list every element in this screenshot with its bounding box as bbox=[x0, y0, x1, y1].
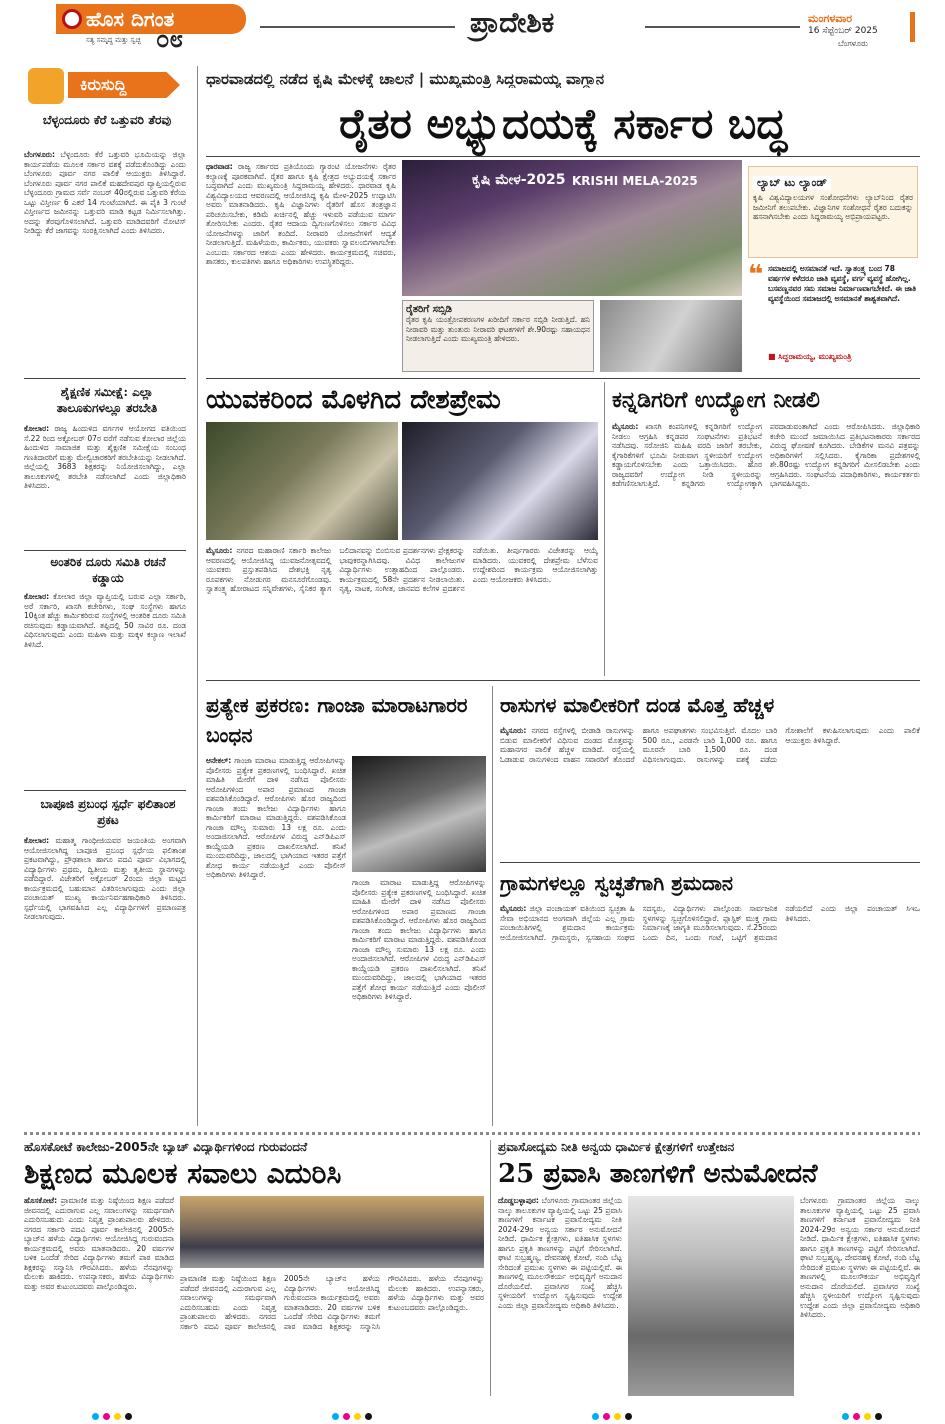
brief-head-1: ಬೆಳ್ಳಂದೂರು ಕೆರೆ ಒತ್ತುವರಿ ತೆರವು bbox=[42, 113, 172, 127]
tourism-kicker: ಪ್ರವಾಸೋದ್ಯಮ ನೀತಿ ಅನ್ವಯ ಧಾರ್ಮಿಕ ಕ್ಷೇತ್ರಗಳಿಗೆ ಉತ್ತೇಜನ bbox=[498, 1140, 735, 1154]
tourism-body: ದೊಡ್ಡಬಳ್ಳಾಪುರ: ಬೆಂಗಳೂರು ಗ್ರಾಮಾಂತರ ಜಿಲ್ಲೆಯ ನಾಲ್ಕು ತಾಲೂಕುಗಳ ವ್ಯಾಪ್ತಿಯಲ್ಲಿ ಒಟ್ಟು 25 ಪ್ರವಾಸಿ ತಾಣಗಳಿಗೆ ಕರ್ನಾಟಕ ಪ್ರವಾಸೋದ್ಯಮ ನೀತಿ 2024-29ರ ಅನ್ವಯ ಸರ್ಕಾರ ಅನುಮೋದನೆ ನೀಡಿದೆ. ಧಾರ್ಮಿಕ ಕ್ಷೇತ್ರಗಳು, ಐತಿಹಾಸಿಕ ಸ್ಥಳಗಳು ಹಾಗೂ ಪ್ರಕೃತಿ ತಾಣಗಳನ್ನು ಪಟ್ಟಿಗೆ ಸೇರಿಸಲಾಗಿದೆ. ಘಾಟಿ ಸುಬ್ರಹ್ಮಣ್ಯ, ದೇವನಹಳ್ಳಿ ಕೋಟೆ, ನಂದಿ ಬೆಟ್ಟ ಸೇರಿದಂತೆ ಪ್ರಮುಖ ಸ್ಥಳಗಳು ಈ ಪಟ್ಟಿಯಲ್ಲಿವೆ. ಈ ತಾಣಗಳಲ್ಲಿ ಮೂಲಸೌಕರ್ಯ ಅಭಿವೃದ್ಧಿಗೆ ಅನುದಾನ ದೊರೆಯಲಿದೆ. ಪ್ರವಾಸಿಗರ ಸಂಖ್ಯೆ ಹೆಚ್ಚಿಸಿ ಸ್ಥಳೀಯರಿಗೆ ಉದ್ಯೋಗ ಸೃಷ್ಟಿಸುವುದು ಉದ್ದೇಶ ಎಂದು ಜಿಲ್ಲಾ ಪ್ರವಾಸೋದ್ಯಮ ಅಧಿಕಾರಿ ತಿಳಿಸಿದರು. bbox=[498, 1196, 622, 1310]
lead-photo-2 bbox=[600, 300, 742, 372]
logo-text: ಹೊಸ ದಿಗಂತ bbox=[86, 7, 175, 31]
college-body: ಹೊಸಕೋಟೆ: ಪ್ರಾಮಾಣಿಕ ಮತ್ತು ನಿಷ್ಠೆಯಿಂದ ಶಿಕ್ಷಣ ಪಡೆದರೆ ಜೀವನದಲ್ಲಿ ಎದುರಾಗುವ ಎಲ್ಲ ಸವಾಲುಗಳನ್ನು ಸಮರ್ಥವಾಗಿ ಎದುರಿಸಬಹುದು ಎಂದು ನಿವೃತ್ತ ಪ್ರಾಂಶುಪಾಲರು ಹೇಳಿದರು. ನಗರದ ಸರ್ಕಾರಿ ಪದವಿ ಪೂರ್ವ ಕಾಲೇಜಿನಲ್ಲಿ 2005ನೇ ಬ್ಯಾಚ್‌ನ ಹಳೆಯ ವಿದ್ಯಾರ್ಥಿಗಳು ಆಯೋಜಿಸಿದ್ದ ಗುರುವಂದನಾ ಕಾರ್ಯಕ್ರಮದಲ್ಲಿ ಅವರು ಮಾತನಾಡಿದರು. 20 ವರ್ಷಗಳ ಬಳಿಕ ಒಂದೆಡೆ ಸೇರಿದ ವಿದ್ಯಾರ್ಥಿಗಳು ತಮಗೆ ಪಾಠ ಮಾಡಿದ ಶಿಕ್ಷಕರನ್ನು ಸನ್ಮಾನಿಸಿ ಗೌರವಿಸಿದರು. ಹಳೆಯ ನೆನಪುಗಳನ್ನು ಮೆಲುಕು ಹಾಕಿದರು. ಉಪನ್ಯಾಸಕರು, ಹಳೆಯ ವಿದ್ಯಾರ್ಥಿಗಳು ಮತ್ತು ಅವರ ಕುಟುಂಬದವರು ಪಾಲ್ಗೊಂಡಿದ್ದರು. bbox=[24, 1196, 174, 1291]
lead-sidebar-title: ರೈತರಿಗೆ ಸಬ್ಸಿಡಿ bbox=[406, 304, 452, 315]
lead-photo bbox=[402, 160, 742, 296]
bottom-band-rule bbox=[24, 1132, 920, 1135]
logo-icon bbox=[62, 9, 82, 29]
brief-title: ಕಿರುಸುದ್ದಿ bbox=[80, 75, 127, 94]
lab-box bbox=[748, 166, 918, 258]
quote-author: ■ ಸಿದ್ದರಾಮಯ್ಯ, ಮುಖ್ಯಮಂತ್ರಿ bbox=[768, 352, 852, 361]
photo-caption-english: KRISHI MELA-2025 bbox=[572, 174, 698, 188]
lead-headline: ರೈತರ ಅಭ್ಯುದಯಕ್ಕೆ ಸರ್ಕಾರ ಬದ್ಧ bbox=[339, 99, 787, 148]
logo-tagline: ಸತ್ಯ ಸಮೃದ್ಧ ಮತ್ತು ಸ್ವಚ್ಛ bbox=[86, 36, 141, 44]
college-photo bbox=[180, 1196, 484, 1268]
ganja-body-col: ಆನೇಕಲ್: ಗಾಂಜಾ ಮಾರಾಟ ಮಾಡುತ್ತಿದ್ದ ಆರೋಪಿಗಳನ್ನು ಪೊಲೀಸರು ಪ್ರತ್ಯೇಕ ಪ್ರಕರಣಗಳಲ್ಲಿ ಬಂಧಿಸಿದ್ದಾರೆ. ಖಚಿತ ಮಾಹಿತಿ ಮೇರೆಗೆ ದಾಳಿ ನಡೆಸಿದ ಪೊಲೀಸರು ಆರೋಪಿಗಳಿಂದ ಅಪಾರ ಪ್ರಮಾಣದ ಗಾಂಜಾ ವಶಪಡಿಸಿಕೊಂಡಿದ್ದಾರೆ. ಆರೋಪಿಗಳು ಹೊರ ರಾಜ್ಯದಿಂದ ಗಾಂಜಾ ತಂದು ಕಾಲೇಜು ವಿದ್ಯಾರ್ಥಿಗಳು ಹಾಗೂ ಕಾರ್ಮಿಕರಿಗೆ ಮಾರಾಟ ಮಾಡುತ್ತಿದ್ದರು. ವಶಪಡಿಸಿಕೊಂಡ ಗಾಂಜಾ ಮೌಲ್ಯ ಸುಮಾರು 13 ಲಕ್ಷ ರೂ. ಎಂದು ಅಂದಾಜಿಸಲಾಗಿದೆ. ಆರೋಪಿಗಳ ವಿರುದ್ಧ ಎನ್‌ಡಿಪಿಎಸ್ ಕಾಯ್ದೆಯಡಿ ಪ್ರಕರಣ ದಾಖಲಿಸಲಾಗಿದೆ. ತನಿಖೆ ಮುಂದುವರಿದಿದ್ದು, ಜಾಲದಲ್ಲಿ ಭಾಗಿಯಾದ ಇತರರ ಪತ್ತೆಗೆ ಶೋಧ ಕಾರ್ಯ ನಡೆಯುತ್ತಿದೆ ಎಂದು ಪೊಲೀಸ್ ಅಧಿಕಾರಿಗಳು ತಿಳಿಸಿದ್ದಾರೆ. bbox=[206, 756, 346, 879]
ganja-headline: ಪ್ರತ್ಯೇಕ ಪ್ರಕರಣ: ಗಾಂಜಾ ಮಾರಾಟಗಾರರ ಬಂಧನ bbox=[206, 693, 468, 747]
logo-block bbox=[56, 4, 246, 52]
youth-headline: ಯುವಕರಿಂದ ಮೊಳಗಿದ ದೇಶಪ್ರೇಮ bbox=[206, 385, 501, 415]
jobs-headline: ಕನ್ನಡಿಗರಿಗೆ ಉದ್ಯೋಗ ನೀಡಲಿ bbox=[612, 387, 820, 413]
quote-text: ಸಮಾಜದಲ್ಲಿ ಅಸಮಾನತೆ ಇದೆ. ಸ್ವಾತಂತ್ರ್ಯ ಬಂದ 78 ವರ್ಷಗಳ ಕಳೆದರೂ ಜಾತಿ ವ್ಯವಸ್ಥೆ, ವರ್ಗ ವ್ಯವಸ್ಥೆ ಹೋಗಿಲ್ಲ. ಬಸವಣ್ಣನವರ ಸಮ ಸಮಾಜ ನಿರ್ಮಾಣವಾಗಬೇಕಿದೆ. ಈ ಜಾತಿ ವ್ಯವಸ್ಥೆಯಿಂದ ಸಮಾಜದಲ್ಲಿ ಅಸಮಾನತೆ ಶಾಶ್ವತವಾಗಿದೆ. bbox=[768, 264, 917, 303]
brief-hand-icon bbox=[28, 68, 64, 104]
tourism-body-2: ಬೆಂಗಳೂರು ಗ್ರಾಮಾಂತರ ಜಿಲ್ಲೆಯ ನಾಲ್ಕು ತಾಲೂಕುಗಳ ವ್ಯಾಪ್ತಿಯಲ್ಲಿ ಒಟ್ಟು 25 ಪ್ರವಾಸಿ ತಾಣಗಳಿಗೆ ಕರ್ನಾಟಕ ಪ್ರವಾಸೋದ್ಯಮ ನೀತಿ 2024-29ರ ಅನ್ವಯ ಸರ್ಕಾರ ಅನುಮೋದನೆ ನೀಡಿದೆ. ಧಾರ್ಮಿಕ ಕ್ಷೇತ್ರಗಳು, ಐತಿಹಾಸಿಕ ಸ್ಥಳಗಳು ಹಾಗೂ ಪ್ರಕೃತಿ ತಾಣಗಳನ್ನು ಪಟ್ಟಿಗೆ ಸೇರಿಸಲಾಗಿದೆ. ಘಾಟಿ ಸುಬ್ರಹ್ಮಣ್ಯ, ದೇವನಹಳ್ಳಿ ಕೋಟೆ, ನಂದಿ ಬೆಟ್ಟ ಸೇರಿದಂತೆ ಪ್ರಮುಖ ಸ್ಥಳಗಳು ಈ ಪಟ್ಟಿಯಲ್ಲಿವೆ. ಈ ತಾಣಗಳಲ್ಲಿ ಮೂಲಸೌಕರ್ಯ ಅಭಿವೃದ್ಧಿಗೆ ಅನುದಾನ ದೊರೆಯಲಿದೆ. ಪ್ರವಾಸಿಗರ ಸಂಖ್ಯೆ ಹೆಚ್ಚಿಸಿ ಸ್ಥಳೀಯರಿಗೆ ಉದ್ಯೋಗ ಸೃಷ್ಟಿಸುವುದು ಉದ್ದೇಶ ಎಂದು ಜಿಲ್ಲಾ ಪ್ರವಾಸೋದ್ಯಮ ಅಧಿಕಾರಿ ತಿಳಿಸಿದರು. bbox=[800, 1196, 920, 1319]
brief-body-2: ಕೋಲಾರ: ರಾಜ್ಯ ಹಿಂದುಳಿದ ವರ್ಗಗಳ ಆಯೋಗದ ವತಿಯಿಂದ ಸೆ.22 ರಿಂದ ಅಕ್ಟೋಬರ್ 07ರ ವರೆಗೆ ನಡೆಸುವ ಕೋಲಾರ ಜಿಲ್ಲೆಯ ಹಿಂದುಳಿದ ಸಾಮಾಜಿಕ ಮತ್ತು ಶೈಕ್ಷಣಿಕ ಸಮೀಕ್ಷೆಯ ಸಂಬಂಧ ಗಣತಿದಾರರಿಗೆ ಮತ್ತು ಮೇಲ್ವಿಚಾರಕರಿಗೆ ತರಬೇತಿಯನ್ನು ನೀಡಲಾಗಿದೆ. ಜಿಲ್ಲೆಯಲ್ಲಿ 3683 ಶಿಕ್ಷಕರನ್ನು ನಿಯೋಜಿಸಲಾಗಿದ್ದು, ಎಲ್ಲಾ ತಾಲೂಕುಗಳಲ್ಲಿ ತರಬೇತಿ ನಡೆಸಲಾಗಿದೆ ಎಂದು ಜಿಲ್ಲಾಧಿಕಾರಿ ತಿಳಿಸಿದರು. bbox=[24, 424, 186, 490]
brief-body-1: ಬೆಂಗಳೂರು: ಬೆಳ್ಳಂದೂರು ಕೆರೆ ಒತ್ತುವರಿ ಭೂಮಿಯನ್ನು ಜಿಲ್ಲಾ ಕಾರ್ಯಪಡೆಯ ಮೂಲಕ ಸರ್ಕಾರ ವಶಕ್ಕೆ ಪಡೆದುಕೊಂಡಿದ್ದು ಎಂದು ಬೆಂಗಳೂರು ಪೂರ್ವ ನಗರ ಪಾಲಿಕೆ ಆಯುಕ್ತರು ತಿಳಿಸಿದ್ದಾರೆ. ಬೆಂಗಳೂರು ಪೂರ್ವ ನಗರ ಪಾಲಿಕೆ ಮಹದೇವಪುರ ವ್ಯಾಪ್ತಿಯಲ್ಲಿರುವ ಬೆಳ್ಳಂದೂರು ಗ್ರಾಮದ ಸರ್ವೆ ನಂಬರ್ 40ರಲ್ಲಿರುವ ಒತ್ತುವರಿ ಕೆರೆಯ ಒಟ್ಟು ವಿಸ್ತೀರ್ಣ 6 ಎಕರೆ 14 ಗುಂಟೆಯಾಗಿದೆ. ಈ ಪೈಕಿ 3 ಗುಂಟೆ ವಿಸ್ತೀರ್ಣದ ಜಮೀನನ್ನು ಒತ್ತುವರಿ ಮಾಡಿ ಕಟ್ಟಡ ನಿರ್ಮಿಸಲಾಗಿತ್ತು. ಅದನ್ನು ತೆರವುಗೊಳಿಸಲಾಗಿದೆ. ಒತ್ತುವರಿ ಮಾಡಿದವರಿಗೆ ನೋಟಿಸ್ ನೀಡಿದ್ದು ಕೆರೆ ಜಾಗವನ್ನು ಸಂರಕ್ಷಿಸಲಾಗಿದೆ ಎಂದು ತಿಳಿಸಿದರು. bbox=[24, 150, 186, 235]
youth-photo-1 bbox=[206, 422, 398, 540]
clean-headline: ಗ್ರಾಮಗಳಲ್ಲೂ ಸ್ವಚ್ಛತೆಗಾಗಿ ಶ್ರಮದಾನ bbox=[500, 871, 734, 895]
jobs-body: ಮೈಸೂರು: ಖಾಸಗಿ ಕಂಪನಿಗಳಲ್ಲಿ ಕನ್ನಡಿಗರಿಗೆ ಉದ್ಯೋಗ ನೀಡಲು ಆಗ್ರಹಿಸಿ ಕನ್ನಡಪರ ಸಂಘಟನೆಗಳು ಪ್ರತಿಭಟನೆ ನಡೆಸಿದವು. ಸರೋಜಿನಿ ಮಹಿಷಿ ವರದಿ ಜಾರಿಗೆ ತರಬೇಕು, ಕೈಗಾರಿಕೆಗಳಿಗೆ ಭೂಮಿ ನೀಡುವಾಗ ಸ್ಥಳೀಯರಿಗೆ ಉದ್ಯೋಗ ಕಡ್ಡಾಯಗೊಳಿಸಬೇಕು ಎಂದು ಒತ್ತಾಯಿಸಿದರು. ಹೊರ ರಾಜ್ಯದವರಿಗೆ ಉದ್ಯೋಗ ನೀಡಿ ಸ್ಥಳೀಯರನ್ನು ಕಡೆಗಣಿಸಲಾಗುತ್ತಿದೆ. ಕನ್ನಡಿಗರು ಉದ್ಯೋಗಕ್ಕಾಗಿ ಪರದಾಡುವಂತಾಗಿದೆ ಎಂದು ಆರೋಪಿಸಿದರು. ಜಿಲ್ಲಾಧಿಕಾರಿ ಕಚೇರಿ ಮುಂದೆ ಜಮಾಯಿಸಿದ ಪ್ರತಿಭಟನಾಕಾರರು ಸರ್ಕಾರದ ವಿರುದ್ಧ ಘೋಷಣೆ ಕೂಗಿದರು. ಬೇಡಿಕೆಗಳ ಮನವಿ ಪತ್ರವನ್ನು ಅಧಿಕಾರಿಗಳಿಗೆ ಸಲ್ಲಿಸಿದರು. ಕೈಗಾರಿಕಾ ಪ್ರದೇಶಗಳಲ್ಲಿ ಶೇ.80ರಷ್ಟು ಉದ್ಯೋಗ ಕನ್ನಡಿಗರಿಗೆ ಮೀಸಲಿಡಬೇಕು ಎಂದು ಆಗ್ರಹಿಸಿದರು. ಸಂಘಟನೆಯ ಪದಾಧಿಕಾರಿಗಳು, ಕಾರ್ಯಕರ್ತರು ಭಾಗವಹಿಸಿದ್ದರು. bbox=[612, 422, 920, 488]
lab-box-body: ಕೃಷಿ ವಿಶ್ವವಿದ್ಯಾಲಯಗಳ ಸಂಶೋಧನೆಗಳು ಲ್ಯಾಬ್‌ನಿಂದ ರೈತರ ಜಮೀನಿಗೆ ತಲುಪಬೇಕು. ವಿಜ್ಞಾನಿಗಳ ಸಂಶೋಧನೆ ರೈತರ ಬದುಕನ್ನು ಹಸನಾಗಿಸಬೇಕು ಎಂದು ಸಿದ್ದರಾಮಯ್ಯ ಅಭಿಪ್ರಾಯಪಟ್ಟರು. bbox=[753, 193, 913, 221]
print-registration-marks bbox=[0, 1405, 945, 1417]
lead-sidebar bbox=[402, 300, 594, 372]
tourism-headline: 25 ಪ್ರವಾಸಿ ತಾಣಗಳಿಗೆ ಅನುಮೋದನೆ bbox=[498, 1159, 818, 1189]
section-title: ಪ್ರಾದೇಶಿಕ bbox=[470, 6, 555, 39]
date: 16 ಸೆಪ್ಟೆಂಬರ್ 2025 bbox=[808, 26, 878, 36]
youth-photo-2 bbox=[402, 422, 598, 540]
column-divider bbox=[197, 66, 198, 1126]
masthead bbox=[0, 0, 945, 56]
brief-body-3: ಕೋಲಾರ: ಕೋಲಾರ ಜಿಲ್ಲಾ ವ್ಯಾಪ್ತಿಯಲ್ಲಿ ಬರುವ ಎಲ್ಲಾ ಸರ್ಕಾರಿ, ಅರೆ ಸರ್ಕಾರಿ, ಖಾಸಗಿ ಕಚೇರಿಗಳು, ಸಂಘ ಸಂಸ್ಥೆಗಳು ಹಾಗೂ 10ಕ್ಕಿಂತ ಹೆಚ್ಚು ಕಾರ್ಮಿಕರಿರುವ ಸಂಸ್ಥೆಗಳಲ್ಲಿ ಆಂತರಿಕ ದೂರು ಸಮಿತಿ ರಚಿಸುವುದು ಕಡ್ಡಾಯವಾಗಿದೆ. ತಪ್ಪಿದಲ್ಲಿ 50 ಸಾವಿರ ರೂ. ದಂಡ ವಿಧಿಸಲಾಗುವುದು ಎಂದು ಮಹಿಳಾ ಮತ್ತು ಮಕ್ಕಳ ಕಲ್ಯಾಣ ಇಲಾಖೆ ತಿಳಿಸಿದೆ. bbox=[24, 592, 186, 649]
weekday: ಮಂಗಳವಾರ bbox=[808, 12, 853, 25]
college-body-2: ಪ್ರಾಮಾಣಿಕ ಮತ್ತು ನಿಷ್ಠೆಯಿಂದ ಶಿಕ್ಷಣ ಪಡೆದರೆ ಜೀವನದಲ್ಲಿ ಎದುರಾಗುವ ಎಲ್ಲ ಸವಾಲುಗಳನ್ನು ಸಮರ್ಥವಾಗಿ ಎದುರಿಸಬಹುದು ಎಂದು ನಿವೃತ್ತ ಪ್ರಾಂಶುಪಾಲರು ಹೇಳಿದರು. ನಗರದ ಸರ್ಕಾರಿ ಪದವಿ ಪೂರ್ವ ಕಾಲೇಜಿನಲ್ಲಿ 2005ನೇ ಬ್ಯಾಚ್‌ನ ಹಳೆಯ ವಿದ್ಯಾರ್ಥಿಗಳು ಆಯೋಜಿಸಿದ್ದ ಗುರುವಂದನಾ ಕಾರ್ಯಕ್ರಮದಲ್ಲಿ ಅವರು ಮಾತನಾಡಿದರು. 20 ವರ್ಷಗಳ ಬಳಿಕ ಒಂದೆಡೆ ಸೇರಿದ ವಿದ್ಯಾರ್ಥಿಗಳು ತಮಗೆ ಪಾಠ ಮಾಡಿದ ಶಿಕ್ಷಕರನ್ನು ಸನ್ಮಾನಿಸಿ ಗೌರವಿಸಿದರು. ಹಳೆಯ ನೆನಪುಗಳನ್ನು ಮೆಲುಕು ಹಾಕಿದರು. ಉಪನ್ಯಾಸಕರು, ಹಳೆಯ ವಿದ್ಯಾರ್ಥಿಗಳು ಮತ್ತು ಅವರ ಕುಟುಂಬದವರು ಪಾಲ್ಗೊಂಡಿದ್ದರು. bbox=[180, 1274, 484, 1331]
lead-sidebar-body: ರೈತರ ಕೃಷಿ ಯಂತ್ರೋಪಕರಣಗಳ ಖರೀದಿಗೆ ಸರ್ಕಾರ ಸಬ್ಸಿಡಿ ನೀಡುತ್ತಿದೆ. ಹನಿ ನೀರಾವರಿ ಮತ್ತು ತುಂತುರು ನೀರಾವರಿ ಘಟಕಗಳಿಗೆ ಶೇ.90ರಷ್ಟು ಸಹಾಯಧನ ನೀಡಲಾಗುತ್ತಿದೆ ಎಂದು ಮುಖ್ಯಮಂತ್ರಿ ಹೇಳಿದರು. bbox=[406, 315, 590, 343]
date-box bbox=[800, 12, 920, 54]
college-headline: ಶಿಕ್ಷಣದ ಮೂಲಕ ಸವಾಲು ಎದುರಿಸಿ bbox=[24, 1157, 342, 1190]
brief-head-4: ಬಾಪೂಜಿ ಪ್ರಬಂಧ ಸ್ಪರ್ಧೆ ಫಲಿತಾಂಶ ಪ್ರಕಟ bbox=[40, 797, 176, 827]
quote-icon: ❝ bbox=[748, 260, 764, 290]
city: ಬೆಂಗಳೂರು bbox=[838, 39, 868, 48]
lead-kicker: ಧಾರವಾಡದಲ್ಲಿ ನಡೆದ ಕೃಷಿ ಮೇಳಕ್ಕೆ ಚಾಲನೆ | ಮುಖ್ಯಮಂತ್ರಿ ಸಿದ್ದರಾಮಯ್ಯ ವಾಗ್ದಾನ bbox=[206, 70, 605, 88]
temple-photo bbox=[628, 1196, 794, 1396]
header-accent-bar bbox=[910, 12, 915, 42]
brief-head-3: ಅಂತರಿಕ ದೂರು ಸಮಿತಿ ರಚನೆ ಕಡ್ಡಾಯ bbox=[50, 555, 166, 585]
brief-column bbox=[24, 66, 192, 1126]
fine-headline: ರಾಸುಗಳ ಮಾಲೀಕರಿಗೆ ದಂಡ ಮೊತ್ತ ಹೆಚ್ಚಳ bbox=[500, 693, 775, 717]
brief-header bbox=[24, 66, 186, 106]
ganja-photo bbox=[352, 756, 486, 872]
lead-body: ಧಾರವಾಡ: ರಾಜ್ಯ ಸರ್ಕಾರದ ಪ್ರತಿಯೊಂದು ಗ್ಯಾರಂಟಿ ಯೋಜನೆಗಳು ರೈತರ ಕಲ್ಯಾಣಕ್ಕೆ ಪೂರಕವಾಗಿವೆ. ರೈತರ ಹಾಗೂ ಕೃಷಿ ಕ್ಷೇತ್ರದ ಅಭ್ಯುದಯಕ್ಕೆ ಸರ್ಕಾರ ಬದ್ಧವಾಗಿದೆ ಎಂದು ಮುಖ್ಯಮಂತ್ರಿ ಸಿದ್ದರಾಮಯ್ಯ ಹೇಳಿದರು. ಧಾರವಾಡ ಕೃಷಿ ವಿಶ್ವವಿದ್ಯಾಲಯದ ಆವರಣದಲ್ಲಿ ಆಯೋಜಿಸಿದ್ದ ಕೃಷಿ ಮೇಳ-2025 ಉದ್ಘಾಟಿಸಿ ಅವರು ಮಾತನಾಡಿದರು. ಕೃಷಿ ವಿಜ್ಞಾನಿಗಳು ರೈತರಿಗೆ ಹೊಸ ತಂತ್ರಜ್ಞಾನ ಪರಿಚಯಿಸಬೇಕು, ಕಡಿಮೆ ಖರ್ಚಿನಲ್ಲಿ ಹೆಚ್ಚು ಇಳುವರಿ ಪಡೆಯುವ ಮಾರ್ಗ ತೋರಿಸಬೇಕು ಎಂದರು. ರೈತರ ಆದಾಯ ದ್ವಿಗುಣಗೊಳಿಸಲು ಸರ್ಕಾರ ವಿವಿಧ ಯೋಜನೆಗಳನ್ನು ಜಾರಿಗೆ ತಂದಿದೆ. ನೀರಾವರಿ ಯೋಜನೆಗಳಿಗೆ ಆದ್ಯತೆ ನೀಡಲಾಗುತ್ತಿದೆ. ಮಹಿಳೆಯರು, ಕಾರ್ಮಿಕರು, ಯುವಕರು ಸ್ವಾವಲಂಬಿಗಳಾಗಬೇಕು ಎಂಬುದು ಸರ್ಕಾರದ ಆಶಯ ಎಂದು ಹೇಳಿದರು. ಕಾರ್ಯಕ್ರಮದಲ್ಲಿ ಸಚಿವರು, ಶಾಸಕರು, ಕುಲಪತಿಗಳು ಹಾಗೂ ಅಧಿಕಾರಿಗಳು ಉಪಸ್ಥಿತರಿದ್ದರು. bbox=[206, 162, 396, 266]
fine-body: ಮೈಸೂರು: ನಗರದ ರಸ್ತೆಗಳಲ್ಲಿ ಬೀಡಾಡಿ ರಾಸುಗಳನ್ನು ಬಿಡುವ ಮಾಲೀಕರಿಗೆ ವಿಧಿಸುವ ದಂಡದ ಮೊತ್ತವನ್ನು ಮಹಾನಗರ ಪಾಲಿಕೆ ಹೆಚ್ಚಳ ಮಾಡಿದೆ. ರಸ್ತೆಯಲ್ಲಿ ಓಡಾಡುವ ರಾಸುಗಳಿಂದ ವಾಹನ ಸವಾರರಿಗೆ ತೊಂದರೆ ಹಾಗೂ ಅಪಘಾತಗಳು ಸಂಭವಿಸುತ್ತಿವೆ. ಮೊದಲ ಬಾರಿ 500 ರೂ., ಎರಡನೇ ಬಾರಿ 1,000 ರೂ. ಹಾಗೂ ಮೂರನೇ ಬಾರಿ 1,500 ರೂ. ದಂಡ ವಿಧಿಸಲಾಗುವುದು. ರಾಸುಗಳನ್ನು ವಶಕ್ಕೆ ಪಡೆದು ಗೋಶಾಲೆಗೆ ಕಳುಹಿಸಲಾಗುವುದು ಎಂದು ಪಾಲಿಕೆ ಆಯುಕ್ತರು ತಿಳಿಸಿದ್ದಾರೆ. bbox=[500, 726, 920, 764]
photo-caption-kannada: ಕೃಷಿ ಮೇಳ-2025 bbox=[472, 172, 566, 188]
youth-body: ಮೈಸೂರು: ನಗರದ ಮಹಾರಾಣಿ ಸರ್ಕಾರಿ ಕಾಲೇಜು ಆವರಣದಲ್ಲಿ ಆಯೋಜಿಸಿದ್ದ ಯುವಜನೋತ್ಸವದಲ್ಲಿ ಯುವಕರು ಪ್ರಸ್ತುತಪಡಿಸಿದ ದೇಶಭಕ್ತಿ ನೃತ್ಯ ರೂಪಕಗಳು ನೋಡುಗರ ಮನಸೂರೆಗೊಂಡವು. ಸ್ವಾತಂತ್ರ್ಯ ಹೋರಾಟದ ಸನ್ನಿವೇಶಗಳು, ಸೈನಿಕರ ತ್ಯಾಗ ಬಲಿದಾನವನ್ನು ಬಿಂಬಿಸುವ ಪ್ರದರ್ಶನಗಳು ಪ್ರೇಕ್ಷಕರನ್ನು ಭಾವುಕರನ್ನಾಗಿಸಿದವು. ವಿವಿಧ ಕಾಲೇಜುಗಳ ವಿದ್ಯಾರ್ಥಿಗಳು ಉತ್ಸಾಹದಿಂದ ಪಾಲ್ಗೊಂಡರು. ಕಾರ್ಯಕ್ರಮದಲ್ಲಿ 58ನೇ ಪ್ರದರ್ಶನ ನೀಡಲಾಯಿತು. ನೃತ್ಯ, ನಾಟಕ, ಸಂಗೀತ, ಜಾನಪದ ಕಲೆಗಳ ಪ್ರದರ್ಶನ ನಡೆಯಿತು. ತೀರ್ಪುಗಾರರು ವಿಜೇತರನ್ನು ಆಯ್ಕೆ ಮಾಡಿದರು. ಯುವಕರಲ್ಲಿ ದೇಶಪ್ರೇಮ ಬೆಳೆಸುವ ಉದ್ದೇಶದಿಂದ ಕಾರ್ಯಕ್ರಮ ಆಯೋಜಿಸಲಾಗಿತ್ತು ಎಂದು ಆಯೋಜಕರು ತಿಳಿಸಿದರು. bbox=[206, 546, 598, 593]
brief-head-2: ಶೈಕ್ಷಣಿಕ ಸಮೀಕ್ಷೆ: ಎಲ್ಲಾ ತಾಲೂಕುಗಳಲ್ಲೂ ತರಬೇತಿ bbox=[56, 385, 158, 415]
quote-box bbox=[748, 262, 918, 372]
clean-body: ಮೈಸೂರು: ಜಿಲ್ಲಾ ಪಂಚಾಯತ್ ವತಿಯಿಂದ ಸ್ವಚ್ಛತಾ ಹಿ ಸೇವಾ ಅಭಿಯಾನದ ಅಂಗವಾಗಿ ಜಿಲ್ಲೆಯ ಎಲ್ಲ ಗ್ರಾಮ ಪಂಚಾಯಿತಿಗಳಲ್ಲಿ ಶ್ರಮದಾನ ಕಾರ್ಯಕ್ರಮ ಆಯೋಜಿಸಲಾಗಿದೆ. ಗ್ರಾಮಸ್ಥರು, ಸ್ವಸಹಾಯ ಸಂಘದ ಸದಸ್ಯರು, ವಿದ್ಯಾರ್ಥಿಗಳು ಪಾಲ್ಗೊಂಡು ಸಾರ್ವಜನಿಕ ಸ್ಥಳಗಳನ್ನು ಸ್ವಚ್ಛಗೊಳಿಸಲಿದ್ದಾರೆ. ಪ್ಲಾಸ್ಟಿಕ್ ಮುಕ್ತ ಗ್ರಾಮ ನಿರ್ಮಾಣಕ್ಕೆ ಜಾಗೃತಿ ಮೂಡಿಸಲಾಗುವುದು. ಸೆ.25ರಂದು ಒಂದು ದಿನ, ಒಂದು ಗಂಟೆ, ಒಟ್ಟಿಗೆ ಶ್ರಮದಾನ ನಡೆಯಲಿದೆ ಎಂದು ಜಿಲ್ಲಾ ಪಂಚಾಯತ್ ಸಿಇಒ ತಿಳಿಸಿದರು. bbox=[500, 904, 920, 942]
page-number: ೦೮ bbox=[156, 24, 183, 53]
college-kicker: ಹೊಸಕೋಟೆ ಕಾಲೇಜು-2005ನೇ ಬ್ಯಾಚ್ ವಿದ್ಯಾರ್ಥಿಗಳಿಂದ ಗುರುವಂದನೆ bbox=[24, 1140, 308, 1154]
lab-box-title: ಲ್ಯಾಬ್ ಟು ಲ್ಯಾಂಡ್ bbox=[753, 176, 831, 190]
brief-body-4: ಕೋಲಾರ: ಮಹಾತ್ಮ ಗಾಂಧೀಜಿಯವರ ಜಯಂತಿಯ ಅಂಗವಾಗಿ ಆಯೋಜಿಸಲಾಗಿದ್ದ ಬಾಪೂಜಿ ಪ್ರಬಂಧ ಸ್ಪರ್ಧೆಯ ಫಲಿತಾಂಶ ಪ್ರಕಟವಾಗಿದ್ದು, ಪ್ರೌಢಶಾಲಾ ಹಾಗೂ ಪದವಿ ಪೂರ್ವ ವಿಭಾಗದಲ್ಲಿ ವಿದ್ಯಾರ್ಥಿಗಳು ಪ್ರಥಮ, ದ್ವಿತೀಯ ಮತ್ತು ತೃತೀಯ ಸ್ಥಾನಗಳನ್ನು ಪಡೆದಿದ್ದಾರೆ. ವಿಜೇತರಿಗೆ ಅಕ್ಟೋಬರ್ 2ರಂದು ಜಿಲ್ಲಾ ಮಟ್ಟದ ಕಾರ್ಯಕ್ರಮದಲ್ಲಿ ಬಹುಮಾನ ವಿತರಿಸಲಾಗುವುದು ಎಂದು ಜಿಲ್ಲಾ ಪಂಚಾಯತ್ ಮುಖ್ಯ ಕಾರ್ಯನಿರ್ವಹಣಾಧಿಕಾರಿ ತಿಳಿಸಿದರು. ಸ್ಪರ್ಧೆಯಲ್ಲಿ ಭಾಗವಹಿಸಿದ ಎಲ್ಲ ವಿದ್ಯಾರ್ಥಿಗಳಿಗೆ ಪ್ರಮಾಣಪತ್ರ ನೀಡಲಾಗುವುದು. bbox=[24, 836, 186, 921]
ganja-body-col-2: ಗಾಂಜಾ ಮಾರಾಟ ಮಾಡುತ್ತಿದ್ದ ಆರೋಪಿಗಳನ್ನು ಪೊಲೀಸರು ಪ್ರತ್ಯೇಕ ಪ್ರಕರಣಗಳಲ್ಲಿ ಬಂಧಿಸಿದ್ದಾರೆ. ಖಚಿತ ಮಾಹಿತಿ ಮೇರೆಗೆ ದಾಳಿ ನಡೆಸಿದ ಪೊಲೀಸರು ಆರೋಪಿಗಳಿಂದ ಅಪಾರ ಪ್ರಮಾಣದ ಗಾಂಜಾ ವಶಪಡಿಸಿಕೊಂಡಿದ್ದಾರೆ. ಆರೋಪಿಗಳು ಹೊರ ರಾಜ್ಯದಿಂದ ಗಾಂಜಾ ತಂದು ಕಾಲೇಜು ವಿದ್ಯಾರ್ಥಿಗಳು ಹಾಗೂ ಕಾರ್ಮಿಕರಿಗೆ ಮಾರಾಟ ಮಾಡುತ್ತಿದ್ದರು. ವಶಪಡಿಸಿಕೊಂಡ ಗಾಂಜಾ ಮೌಲ್ಯ ಸುಮಾರು 13 ಲಕ್ಷ ರೂ. ಎಂದು ಅಂದಾಜಿಸಲಾಗಿದೆ. ಆರೋಪಿಗಳ ವಿರುದ್ಧ ಎನ್‌ಡಿಪಿಎಸ್ ಕಾಯ್ದೆಯಡಿ ಪ್ರಕರಣ ದಾಖಲಿಸಲಾಗಿದೆ. ತನಿಖೆ ಮುಂದುವರಿದಿದ್ದು, ಜಾಲದಲ್ಲಿ ಭಾಗಿಯಾದ ಇತರರ ಪತ್ತೆಗೆ ಶೋಧ ಕಾರ್ಯ ನಡೆಯುತ್ತಿದೆ ಎಂದು ಪೊಲೀಸ್ ಅಧಿಕಾರಿಗಳು ತಿಳಿಸಿದ್ದಾರೆ. bbox=[352, 878, 486, 1001]
